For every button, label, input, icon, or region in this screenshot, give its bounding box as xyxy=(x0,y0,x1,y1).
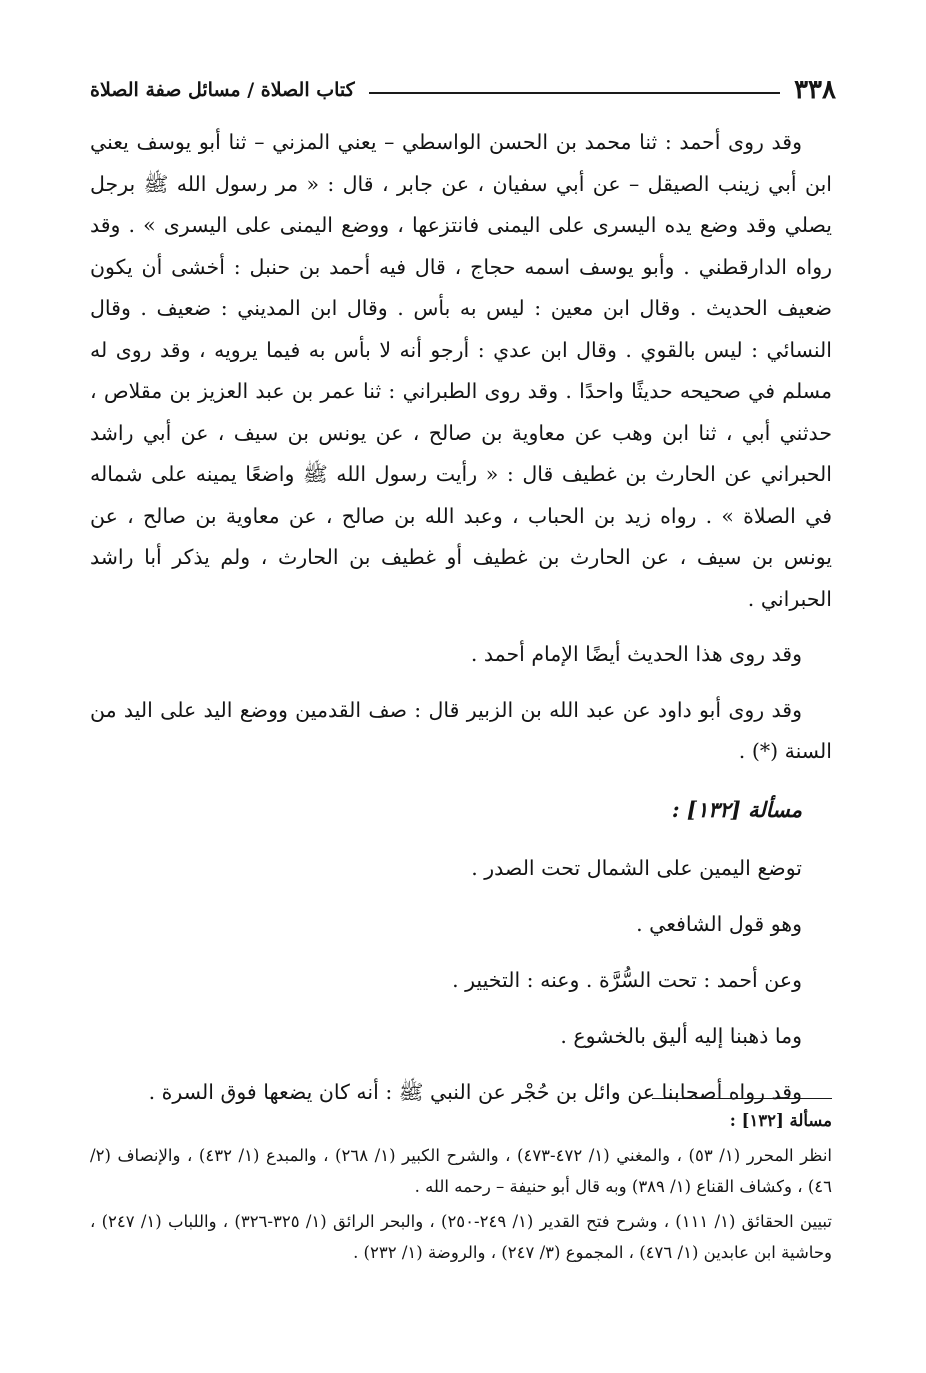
issue-ahmad-view: وعن أحمد : تحت السُّرَّة . وعنه : التخيير . xyxy=(452,968,802,992)
issue-shafii-view: وهو قول الشافعي . xyxy=(636,912,802,936)
footnote-heading: مسألة [١٣٢] : xyxy=(729,1111,832,1130)
footnote-rule xyxy=(652,1098,832,1099)
page-header xyxy=(90,72,836,108)
footnote-hanbali-references: انظر المحرر (١/ ٥٣) ، والمغني (١/ ٤٧٢-٤٧٣) ، والشرح الكبير (١/ ٢٦٨) ، والمبدع (١/ ٤٣٢) ، والإنصاف (٢/ ٤٦) ، وكشاف القناع (١/ ٣٨٩) وبه قال أبو حنيفة – رحمه الله . xyxy=(90,1146,832,1196)
paragraph-ahmad-narration: وقد روى هذا الحديث أيضًا الإمام أحمد . xyxy=(470,642,802,666)
header-rule xyxy=(369,92,780,94)
running-title: كتاب الصلاة / مسائل صفة الصلاة xyxy=(90,79,355,101)
issue-heading: مسألة [١٣٢] : xyxy=(671,796,802,822)
issue-preference: وما ذهبنا إليه أليق بالخشوع . xyxy=(560,1024,802,1048)
paragraph-abu-dawud-narration: وقد روى أبو داود عن عبد الله بن الزبير قال : صف القدمين ووضع اليد على اليد من السنة (*) . xyxy=(90,697,832,763)
main-text xyxy=(90,122,832,1120)
footnote-other-references: تبيين الحقائق (١/ ١١١) ، وشرح فتح القدير (١/ ٢٤٩-٢٥٠) ، والبحر الرائق (١/ ٣٢٥-٣٢٦) ، واللباب (١/ ٢٤٧) ، وحاشية ابن عابدين (١/ ٤٧٦) ، المجموع (٣/ ٢٤٧) ، والروضة (١/ ٢٣٢) . xyxy=(90,1212,832,1262)
issue-evidence: وقد رواه أصحابنا عن وائل بن حُجْر عن النبي ﷺ : أنه كان يضعها فوق السرة . xyxy=(148,1080,802,1104)
footnotes xyxy=(90,1098,832,1268)
paragraph-hadith-narrations: وقد روى أحمد : ثنا محمد بن الحسن الواسطي – يعني المزني – ثنا أبو يوسف يعني ابن أبي زينب الصيقل – عن أبي سفيان ، عن جابر ، قال : « مر رسول الله ﷺ برجل يصلي وقد وضع يده اليسرى على اليمنى فانتزعها ، ووضع اليمنى على اليسرى » . وقد رواه الدارقطني . وأبو يوسف اسمه حجاج ، قال فيه أحمد بن حنبل : أخشى أن يكون ضعيف الحديث . وقال ابن معين : ليس به بأس . وقال ابن المديني : ضعيف . وقال النسائي : ليس بالقوي . وقال ابن عدي : أرجو أنه لا بأس به فيما يرويه ، وقد روى له مسلم في صحيحه حديثًا واحدًا . وقد روى الطبراني : ثنا عمر بن عبد العزيز بن مقلاص ، حدثني أبي ، ثنا ابن وهب عن معاوية بن صالح ، عن يونس بن سيف ، عن أبي راشد الحبراني عن الحارث بن غطيف قال : « رأيت رسول الله ﷺ واضعًا يمينه على شماله في الصلاة » . رواه زيد بن الحباب ، وعبد الله بن صالح ، عن معاوية بن صالح ، عن يونس بن سيف ، عن الحارث بن غطيف أو غطيف بن الحارث ، ولم يذكر أبا راشد الحبراني . xyxy=(90,130,832,611)
issue-ruling: توضع اليمين على الشمال تحت الصدر . xyxy=(471,856,802,880)
page-number: ٣٣٨ xyxy=(794,75,836,105)
